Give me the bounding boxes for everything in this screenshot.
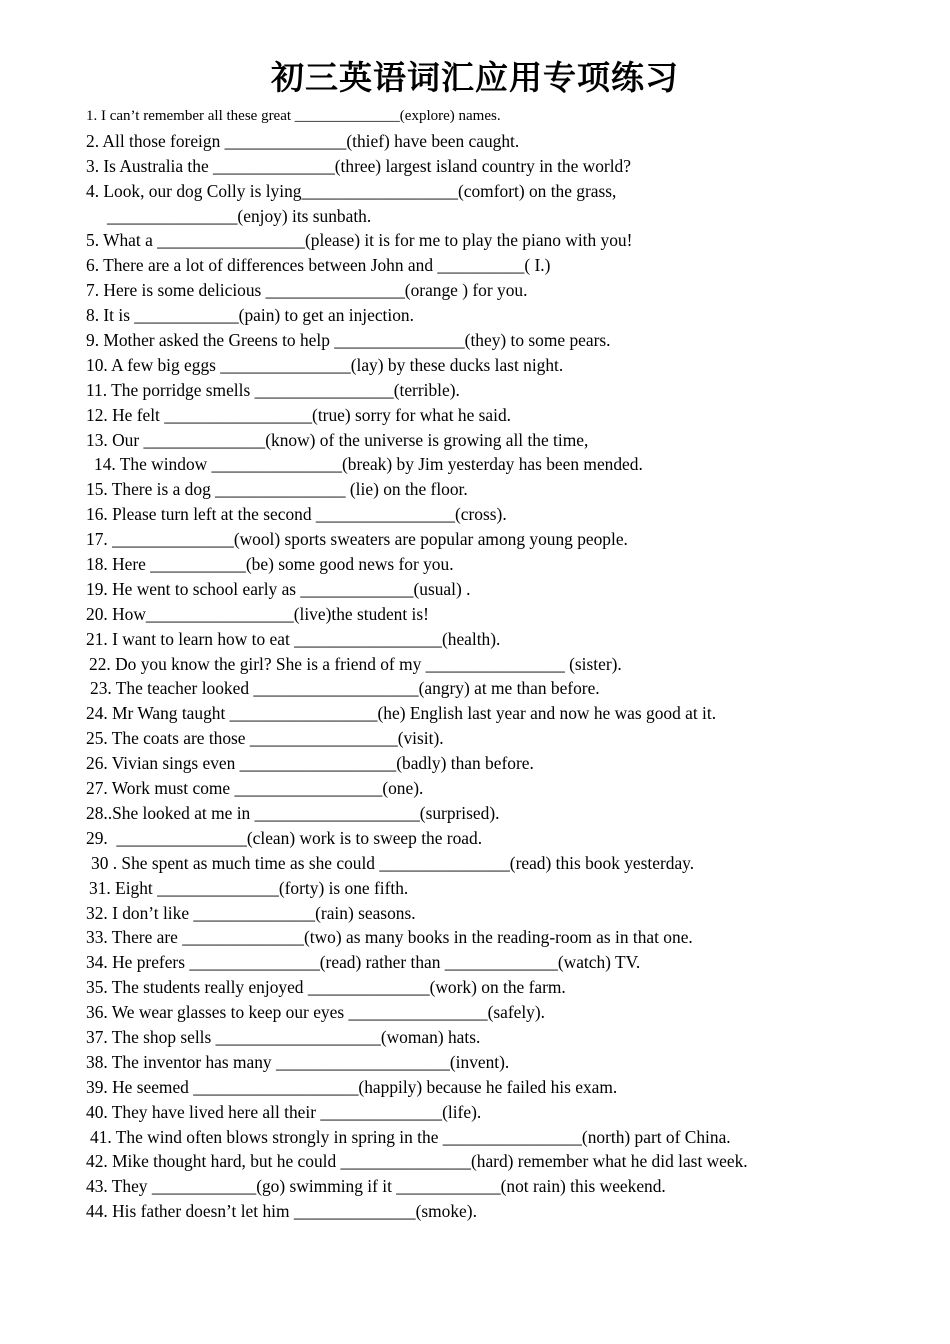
exercise-line: 18. Here ___________(be) some good news for you. [86,554,454,575]
exercise-line: 33. There are ______________(two) as many books in the reading-room as in that one. [86,927,693,948]
exercise-line: 29. _______________(clean) work is to sweep the road. [86,827,483,848]
exercise-line: 38. The inventor has many ____________________(invent). [86,1051,510,1072]
exercise-line: 6. There are a lot of differences between John and __________( I.) [86,255,551,276]
exercise-line: 13. Our ______________(know) of the universe is growing all the time, [86,429,589,450]
exercise-line: 34. He prefers _______________(read) rather than _____________(watch) TV. [86,952,641,973]
exercise-line: 11. The porridge smells ________________(terrible). [86,379,460,400]
exercise-line: 32. I don’t like ______________(rain) seasons. [86,902,416,923]
exercise-line: 37. The shop sells ___________________(woman) hats. [86,1026,481,1047]
exercise-line: 41. The wind often blows strongly in spring in the ________________(north) part of China. [90,1126,731,1147]
exercise-line: 3. Is Australia the ______________(three) largest island country in the world? [86,155,631,176]
exercise-line: 5. What a _________________(please) it is for me to play the piano with you! [86,230,633,251]
exercise-line: _______________(enjoy) its sunbath. [107,205,372,226]
exercise-line: 12. He felt _________________(true) sorry for what he said. [86,404,512,425]
exercise-line: 17. ______________(wool) sports sweaters are popular among young people. [86,529,628,550]
exercise-line: 22. Do you know the girl? She is a friend of my ________________ (sister). [89,653,622,674]
exercise-line: 26. Vivian sings even __________________(badly) than before. [86,753,534,774]
exercise-line: 15. There is a dog _______________ (lie) on the floor. [86,479,468,500]
exercise-line: 16. Please turn left at the second ________________(cross). [86,504,507,525]
exercise-list [86,104,926,1224]
exercise-line: 24. Mr Wang taught _________________(he) English last year and now he was good at it. [86,703,717,724]
exercise-line: 25. The coats are those _________________(visit). [86,728,444,749]
exercise-line: 23. The teacher looked ___________________(angry) at me than before. [90,678,600,699]
exercise-line: 31. Eight ______________(forty) is one fifth. [89,877,409,898]
exercise-line: 36. We wear glasses to keep our eyes ________________(safely). [86,1002,546,1023]
exercise-line: 19. He went to school early as _____________(usual) . [86,578,471,599]
page-title: 初三英语词汇应用专项练习 [271,58,679,97]
exercise-line: 28..She looked at me in ___________________(surprised). [86,802,500,823]
exercise-line: 21. I want to learn how to eat _________________(health). [86,628,501,649]
exercise-line: 7. Here is some delicious ________________(orange ) for you. [86,280,528,301]
exercise-line: 20. How_________________(live)the student is! [86,603,429,624]
exercise-line: 39. He seemed ___________________(happily) because he failed his exam. [86,1076,618,1097]
exercise-line: 35. The students really enjoyed ______________(work) on the farm. [86,977,566,998]
exercise-line: 1. I can’t remember all these great ______________(explore) names. [86,108,501,124]
exercise-line: 8. It is ____________(pain) to get an injection. [86,305,414,326]
exercise-line: 9. Mother asked the Greens to help _______________(they) to some pears. [86,330,611,351]
exercise-line: 2. All those foreign ______________(thief) have been caught. [86,130,520,151]
exercise-line: 43. They ____________(go) swimming if it ____________(not rain) this weekend. [86,1176,666,1197]
exercise-line: 44. His father doesn’t let him ______________(smoke). [86,1201,477,1222]
exercise-line: 42. Mike thought hard, but he could _______________(hard) remember what he did last week. [86,1151,748,1172]
exercise-line: 14. The window _______________(break) by Jim yesterday has been mended. [94,454,643,475]
exercise-line: 40. They have lived here all their ______________(life). [86,1101,482,1122]
exercise-line: 30 . She spent as much time as she could _______________(read) this book yesterday. [91,852,695,873]
exercise-line: 4. Look, our dog Colly is lying__________________(comfort) on the grass, [86,180,617,201]
exercise-line: 27. Work must come _________________(one). [86,778,424,799]
exercise-line: 10. A few big eggs _______________(lay) by these ducks last night. [86,354,564,375]
